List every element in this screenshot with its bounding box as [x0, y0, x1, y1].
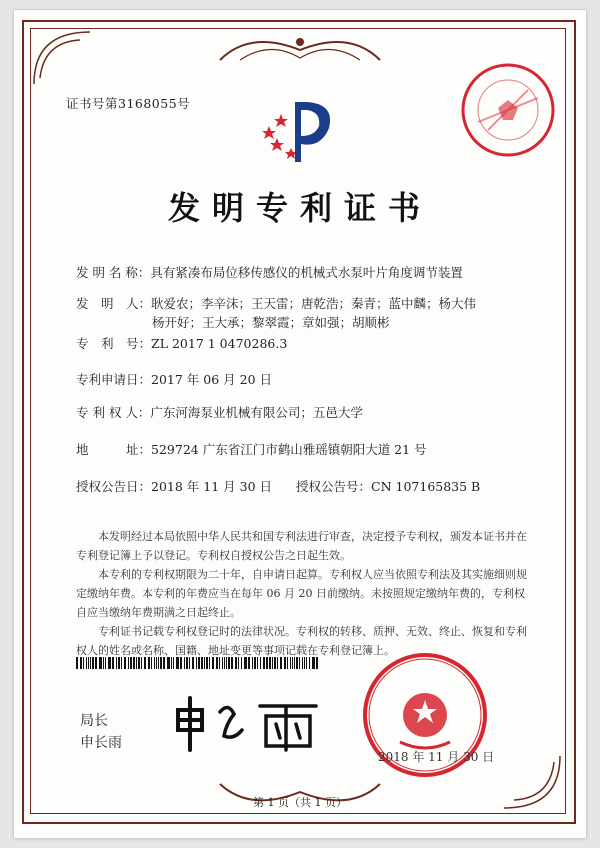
- barcode-bar: [192, 657, 193, 669]
- barcode-bar: [235, 657, 236, 669]
- barcode-bar: [304, 657, 305, 669]
- invention-name-label: 发 明 名 称：: [76, 265, 151, 280]
- corner-ornament-tl: [30, 28, 100, 88]
- grant-row: [76, 478, 480, 496]
- barcode-bar: [90, 657, 91, 669]
- barcode-bar: [204, 657, 205, 669]
- patentee-row: [76, 404, 363, 422]
- barcode-bar: [128, 657, 130, 669]
- statement-paragraph: 本发明经过本局依照中华人民共和国专利法进行审查，决定授予专利权，颁发本证书并在专利登记簿上予以登记。专利权自授权公告之日起生效。: [76, 530, 527, 562]
- barcode-bar: [151, 657, 152, 669]
- barcode-bar: [138, 657, 139, 669]
- barcode-bar: [76, 657, 78, 669]
- barcode-bar: [263, 657, 265, 669]
- announcement-no-label: 授权公告号：: [296, 479, 372, 494]
- patent-no-value: ZL 2017 1 0470286.3: [151, 336, 288, 351]
- barcode-bar: [189, 657, 190, 669]
- barcode-bar: [316, 657, 317, 669]
- barcode-bar: [238, 657, 239, 669]
- barcode-bar: [95, 657, 97, 669]
- barcode-bar: [154, 657, 155, 669]
- grant-date-value: 2018 年 11 月 30 日: [151, 479, 273, 494]
- barcode-bar: [176, 657, 177, 669]
- barcode-bar: [103, 657, 104, 669]
- certificate-title: 发明专利证书: [167, 189, 432, 227]
- barcode-bar: [186, 657, 188, 669]
- barcode-bar: [216, 657, 218, 669]
- barcode-bar: [313, 657, 315, 669]
- barcode-bar: [302, 657, 303, 669]
- barcode-bar: [86, 657, 87, 669]
- barcode-bar: [241, 657, 242, 669]
- filing-date-label: 专利申请日：: [76, 372, 152, 387]
- sipo-emblem: [255, 92, 345, 164]
- barcode-bar: [292, 657, 293, 669]
- inventors-line1: 耿爱农；李辛沫；王天雷；唐乾浩；秦青；蓝中麟；杨大伟: [151, 296, 477, 311]
- barcode-bar: [231, 657, 233, 669]
- barcode-bar: [244, 657, 245, 669]
- barcode-bar: [254, 657, 256, 669]
- barcode-bar: [309, 657, 310, 669]
- barcode-bar: [173, 657, 174, 669]
- invention-name-value: 具有紧凑布局位移传感仪的机械式水泵叶片角度调节装置: [150, 265, 463, 280]
- barcode-bar: [257, 657, 258, 669]
- barcode-bar: [222, 657, 223, 669]
- seal-date: 2018 年 11 月 30 日: [378, 750, 495, 764]
- page-footer: 第 1 页（共 1 页）: [253, 796, 347, 809]
- barcode-bar: [158, 657, 159, 669]
- barcode-bar: [219, 657, 220, 669]
- barcode-bar: [83, 657, 84, 669]
- barcode-bar: [248, 657, 249, 669]
- barcode-bar: [226, 657, 227, 669]
- inventors-label: 发 明 人：: [76, 296, 152, 311]
- barcode-bar: [224, 657, 225, 669]
- barcode-bar: [141, 657, 142, 669]
- patent-no-row: [76, 335, 287, 353]
- inventors-row: [76, 295, 476, 313]
- barcode-bar: [121, 657, 122, 669]
- barcode-bar: [272, 657, 273, 669]
- barcode-bar: [105, 657, 106, 669]
- director-signature: [168, 690, 328, 760]
- barcode-bar: [312, 657, 313, 669]
- barcode-bar: [260, 657, 261, 669]
- barcode-bar: [284, 657, 286, 669]
- statement-paragraphs: [76, 527, 528, 660]
- barcode-bar: [92, 657, 94, 669]
- barcode-bar: [118, 657, 120, 669]
- barcode-bar: [88, 657, 89, 669]
- certificate-number: 证书号第3168055号: [66, 96, 191, 111]
- inventors-row-2: [152, 314, 390, 332]
- barcode-bar: [280, 657, 282, 669]
- barcode-bar: [160, 657, 162, 669]
- invention-name-row: [76, 264, 463, 282]
- barcode-bar: [171, 657, 172, 669]
- inventors-line2: 杨开好；王大承；黎翠霞；章如强；胡顺彬: [152, 315, 390, 330]
- barcode-bar: [201, 657, 203, 669]
- barcode-bar: [269, 657, 271, 669]
- barcode-bar: [130, 657, 131, 669]
- barcode-bar: [156, 657, 157, 669]
- barcode-bar: [109, 657, 111, 669]
- barcode-bar: [99, 657, 100, 669]
- barcode-bar: [306, 657, 307, 669]
- statement-paragraph: 本专利的专利权期限为二十年，自申请日起算。专利权人应当依照专利法及其实施细则规定缴纳年费。本专利的年费应当在每年 06 月 20 日前缴纳。未按照规定缴纳年费的，专利权自应当缴纳年费期满之日起终止。: [76, 568, 527, 619]
- director-title: 局长: [80, 713, 108, 729]
- director-name: 申长雨: [80, 735, 122, 751]
- barcode-bar: [124, 657, 125, 669]
- barcode-bar: [163, 657, 165, 669]
- patentee-label: 专 利 权 人：: [76, 405, 151, 420]
- barcode-bar: [212, 657, 214, 669]
- barcode-bar: [206, 657, 207, 669]
- barcode-bar: [209, 657, 210, 669]
- barcode-bar: [198, 657, 199, 669]
- barcode-bar: [144, 657, 146, 669]
- barcode-bar: [299, 657, 301, 669]
- address-row: [76, 441, 427, 459]
- barcode-bar: [108, 657, 109, 669]
- barcode-bar: [177, 657, 179, 669]
- barcode-bar: [148, 657, 150, 669]
- barcode-bar: [266, 657, 267, 669]
- barcode-bar: [112, 657, 113, 669]
- filing-date-value: 2017 年 06 月 20 日: [151, 372, 273, 387]
- barcode-bar: [136, 657, 137, 669]
- barcode-bar: [184, 657, 185, 669]
- address-value: 529724 广东省江门市鹤山雅瑶镇朝阳大道 21 号: [151, 442, 427, 457]
- top-seal: [458, 60, 558, 160]
- barcode-bar: [252, 657, 253, 669]
- barcode-bar: [245, 657, 247, 669]
- barcode-bar: [287, 657, 288, 669]
- patentee-value: 广东河海泵业机械有限公司；五邑大学: [150, 405, 363, 420]
- barcode-bar: [180, 657, 181, 669]
- barcode-bar: [228, 657, 230, 669]
- top-ornament: [210, 30, 390, 70]
- barcode: [76, 657, 320, 669]
- patent-no-label: 专 利 号：: [76, 336, 152, 351]
- barcode-bar: [100, 657, 101, 669]
- barcode-bar: [290, 657, 291, 669]
- barcode-bar: [168, 657, 169, 669]
- barcode-bar: [116, 657, 117, 669]
- barcode-bar: [80, 657, 82, 669]
- barcode-bar: [167, 657, 168, 669]
- barcode-bar: [274, 657, 275, 669]
- statement-paragraph: 专利证书记载专利权登记时的法律状况。专利权的转移、质押、无效、终止、恢复和专利权人的姓名或名称、国籍、地址变更等事项记载在专利登记簿上。: [76, 625, 527, 657]
- barcode-bar: [236, 657, 237, 669]
- grant-date-label: 授权公告日：: [76, 479, 152, 494]
- barcode-bar: [196, 657, 198, 669]
- barcode-bar: [294, 657, 295, 669]
- barcode-bar: [277, 657, 278, 669]
- filing-date-row: [76, 371, 272, 389]
- barcode-bar: [133, 657, 135, 669]
- announcement-no-value: CN 107165835 B: [371, 479, 481, 494]
- barcode-bar: [296, 657, 298, 669]
- address-label: 地 址：: [76, 442, 152, 457]
